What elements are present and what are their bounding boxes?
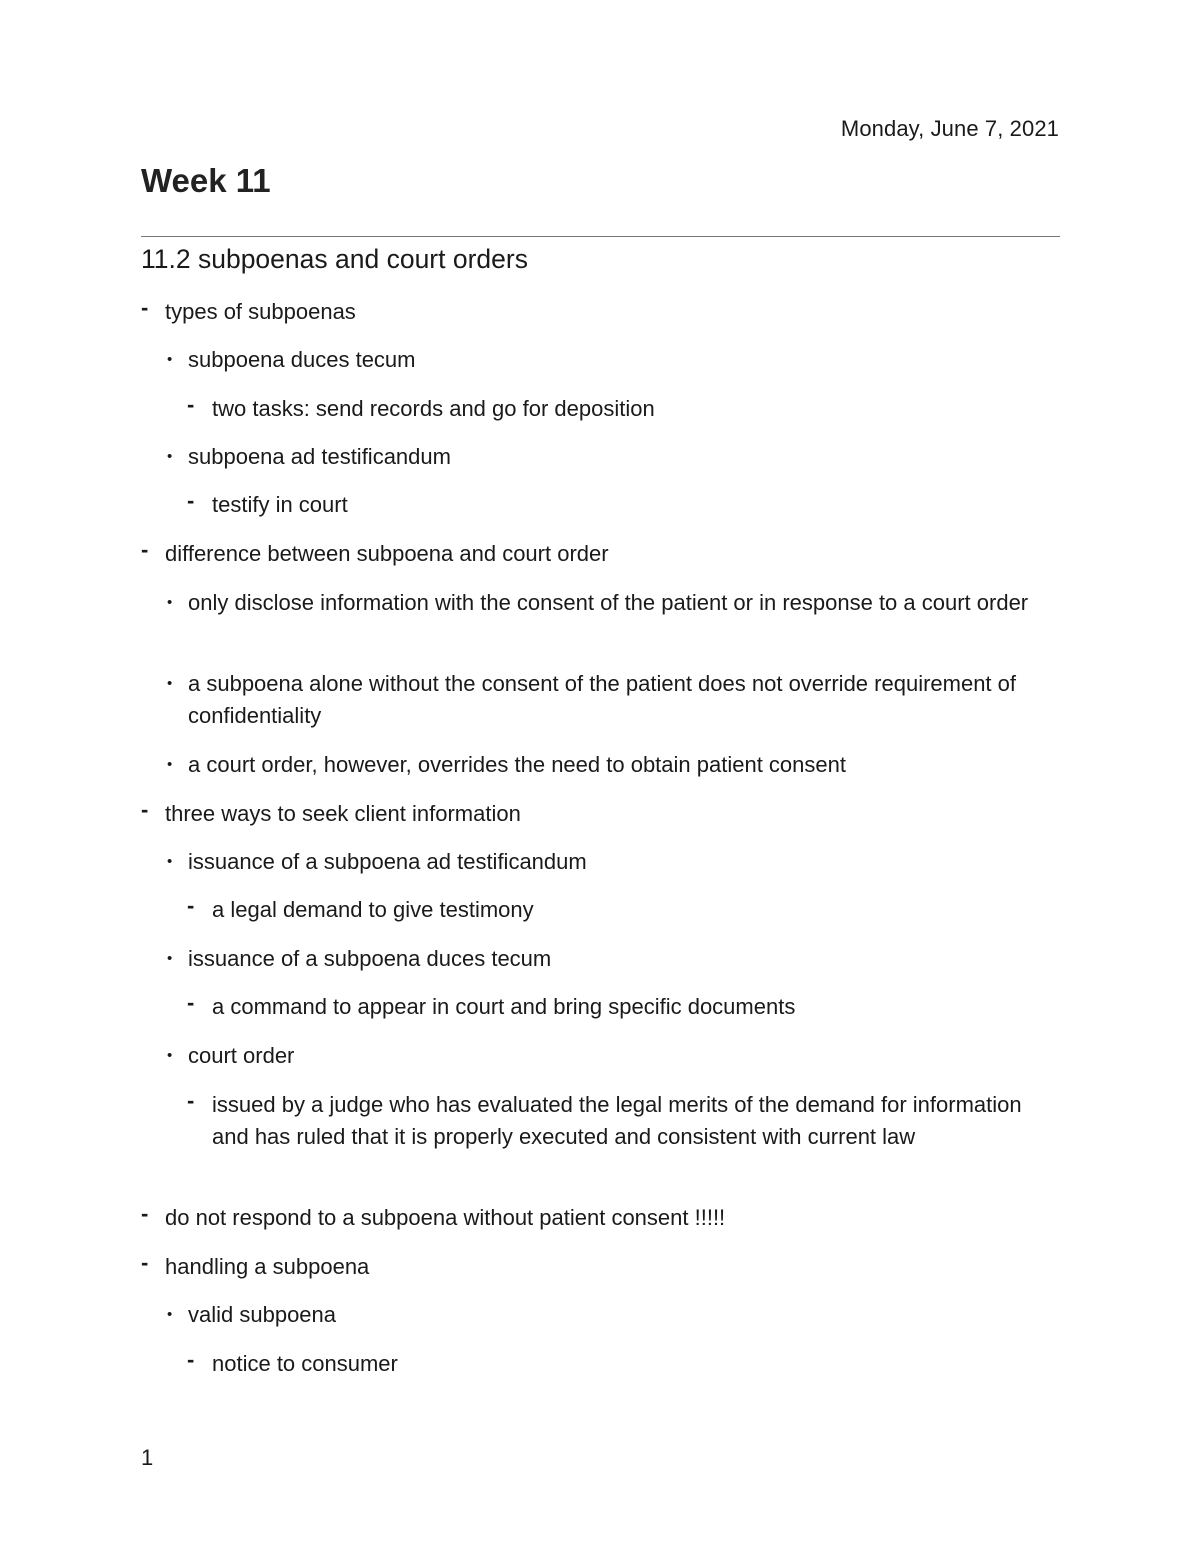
- list-item-text: a legal demand to give testimony: [212, 897, 534, 922]
- list-item: [187, 392, 1062, 425]
- list-item-text: types of subpoenas: [165, 299, 356, 324]
- bullet-marker: •: [167, 675, 173, 692]
- list-item-text: three ways to seek client information: [165, 801, 521, 826]
- list-item-text: a subpoena alone without the consent of the patient does not override requirement of confidentiality: [188, 671, 1017, 728]
- page-title: Week 11: [141, 162, 271, 199]
- section-heading: 11.2 subpoenas and court orders: [141, 244, 528, 274]
- list-item: [167, 441, 1062, 473]
- page-number: 1: [141, 1445, 154, 1470]
- list-item: [167, 943, 1062, 975]
- list-item: [167, 1040, 1062, 1072]
- bullet-marker: •: [167, 448, 173, 465]
- list-item-text: handling a subpoena: [165, 1254, 370, 1279]
- list-item-text: issuance of a subpoena duces tecum: [188, 946, 552, 971]
- bullet-marker: •: [167, 594, 173, 611]
- bullet-marker: •: [167, 1047, 173, 1064]
- list-item-text: court order: [188, 1043, 295, 1068]
- dash-marker: -: [141, 295, 149, 320]
- list-item: [167, 846, 1062, 878]
- dash-marker: -: [187, 1088, 195, 1113]
- dash-marker: -: [141, 1201, 149, 1226]
- bullet-marker: •: [167, 756, 173, 773]
- list-item: [141, 537, 1060, 570]
- list-item: [187, 1088, 1062, 1153]
- list-item-text: issuance of a subpoena ad testificandum: [188, 849, 587, 874]
- list-item-text: difference between subpoena and court order: [165, 541, 609, 566]
- title-divider: [141, 236, 1060, 237]
- list-item-text: only disclose information with the consent of the patient or in response to a court order: [188, 590, 1029, 615]
- list-item: [167, 1299, 1062, 1331]
- list-item: [167, 344, 1062, 376]
- dash-marker: -: [141, 1250, 149, 1275]
- date-header: Monday, June 7, 2021: [840, 116, 1059, 141]
- list-item: [167, 668, 1062, 732]
- list-item-text: a command to appear in court and bring specific documents: [212, 994, 796, 1019]
- dash-marker: -: [141, 537, 149, 562]
- bullet-marker: •: [167, 351, 173, 368]
- list-item-text: two tasks: send records and go for deposition: [212, 396, 655, 421]
- list-item: [167, 749, 1062, 781]
- list-item-text: valid subpoena: [188, 1302, 337, 1327]
- list-item-text: subpoena duces tecum: [188, 347, 416, 372]
- list-item-text: notice to consumer: [212, 1351, 398, 1376]
- bullet-marker: •: [167, 1306, 173, 1323]
- list-item: [187, 488, 1062, 521]
- bullet-marker: •: [167, 853, 173, 870]
- dash-marker: -: [187, 990, 195, 1015]
- list-item: [141, 1201, 1060, 1234]
- bullet-marker: •: [167, 950, 173, 967]
- list-item: [167, 587, 1062, 619]
- list-item-text: issued by a judge who has evaluated the legal merits of the demand for information and has ruled that it is properly executed and consistent with current law: [212, 1092, 1022, 1149]
- list-item: [187, 893, 1062, 926]
- list-item-text: a court order, however, overrides the need to obtain patient consent: [188, 752, 846, 777]
- list-item: [187, 1347, 1062, 1380]
- list-item-text: testify in court: [212, 492, 348, 517]
- list-item: [141, 295, 1060, 328]
- dash-marker: -: [187, 893, 195, 918]
- dash-marker: -: [187, 1347, 195, 1372]
- list-item: [141, 797, 1060, 830]
- list-item-text: do not respond to a subpoena without patient consent !!!!!: [165, 1205, 726, 1230]
- dash-marker: -: [187, 488, 195, 513]
- dash-marker: -: [141, 797, 149, 822]
- list-item: [141, 1250, 1060, 1283]
- list-item: [187, 990, 1062, 1023]
- list-item-text: subpoena ad testificandum: [188, 444, 451, 469]
- dash-marker: -: [187, 392, 195, 417]
